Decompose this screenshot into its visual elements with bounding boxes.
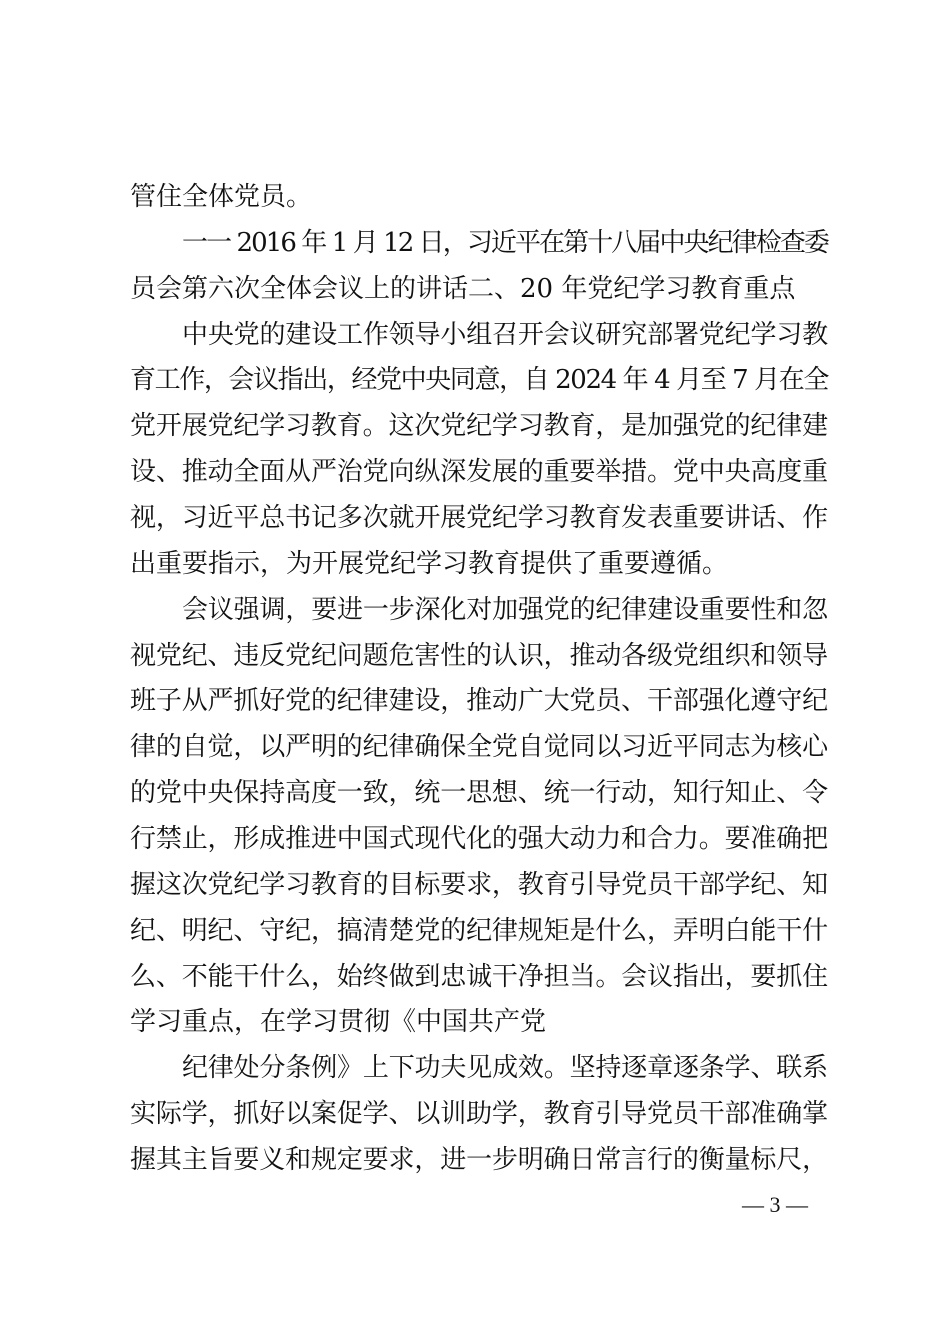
text-line: 党开展党纪学习教育。这次党纪学习教育，是加强党的纪律建 xyxy=(130,411,828,442)
text-line: 行禁止，形成推进中国式现代化的强大动力和合力。要准确把 xyxy=(130,824,828,855)
text-line: 管住全体党员。 xyxy=(130,182,313,212)
text-line: 纪律处分条例》上下功夫见成效。坚持逐章逐条学、联系 xyxy=(182,1053,828,1084)
text-line: 中央党的建设工作领导小组召开会议研究部署党纪学习教 xyxy=(182,319,828,350)
text-line: 握其主旨要义和规定要求，进一步明确日常言行的衡量标尺， xyxy=(130,1145,828,1176)
text-line: 握这次党纪学习教育的目标要求，教育引导党员干部学纪、知 xyxy=(130,869,828,900)
text-line: 设、推动全面从严治党向纵深发展的重要举措。党中央高度重 xyxy=(130,457,828,488)
text-line: 班子从严抓好党的纪律建设，推动广大党员、干部强化遵守纪 xyxy=(130,686,828,717)
text-line: 育工作，会议指出，经党中央同意，自 2024 年 4 月至 7 月在全 xyxy=(130,365,828,396)
text-line: 会议强调，要进一步深化对加强党的纪律建设重要性和忽 xyxy=(182,594,828,625)
text-line: 的党中央保持高度一致，统一思想、统一行动，知行知止、令 xyxy=(130,778,828,809)
text-line: 纪、明纪、守纪，搞清楚党的纪律规矩是什么，弄明白能干什 xyxy=(130,915,828,946)
text-line: 视党纪、违反党纪问题危害性的认识，推动各级党组织和领导 xyxy=(130,640,828,671)
text-line: 视，习近平总书记多次就开展党纪学习教育发表重要讲话、作 xyxy=(130,503,828,534)
text-line: 么、不能干什么，始终做到忠诚干净担当。会议指出，要抓住 xyxy=(130,961,828,992)
text-line: 员会第六次全体会议上的讲话二、20 年党纪学习教育重点 xyxy=(130,273,796,304)
page-number: — 3 — xyxy=(742,1192,808,1217)
text-line: 律的自觉，以严明的纪律确保全党自觉同以习近平同志为核心 xyxy=(130,732,828,763)
text-line: 学习重点，在学习贯彻《中国共产党 xyxy=(130,1007,547,1038)
text-line: 出重要指示，为开展党纪学习教育提供了重要遵循。 xyxy=(130,548,729,579)
text-line: 实际学，抓好以案促学、以训助学，教育引导党员干部准确掌 xyxy=(130,1099,828,1130)
text-line: 一一 2016 年 1 月 12 日，习近平在第十八届中央纪律检查委 xyxy=(182,227,828,258)
